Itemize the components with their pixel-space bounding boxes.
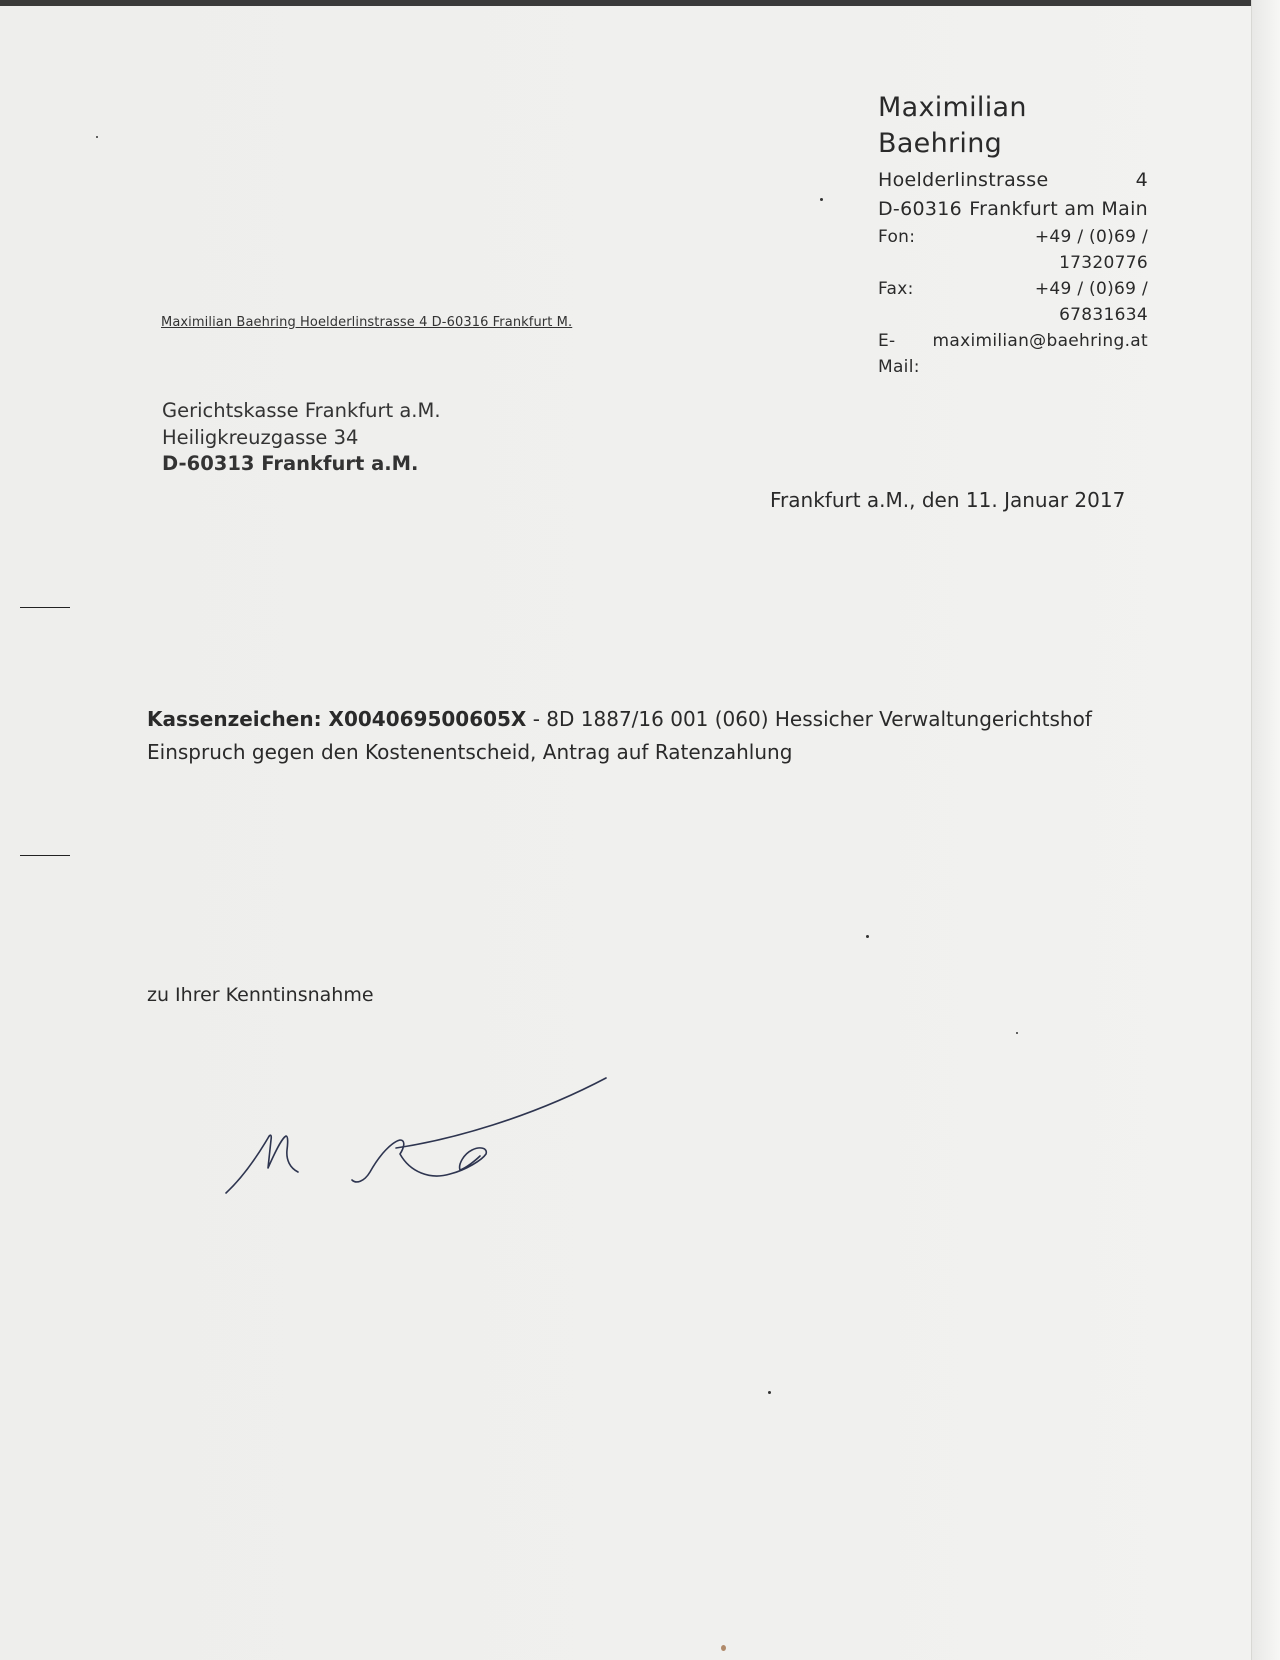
fold-mark-bottom <box>20 855 70 856</box>
scan-speck <box>96 136 98 138</box>
sender-postal-code: D-60316 <box>878 198 963 220</box>
subject-block <box>147 703 1092 769</box>
recipient-line-3: D-60313 Frankfurt a.M. <box>162 452 419 475</box>
fold-mark-top <box>20 607 70 608</box>
closing-note: zu Ihrer Kenntinsnahme <box>147 984 374 1006</box>
sender-fax: +49 / (0)69 / 67831634 <box>1034 279 1148 325</box>
sender-email-row <box>878 328 1148 380</box>
scan-top-edge <box>0 0 1280 6</box>
recipient-line-2: Heiligkreuzgasse 34 <box>162 425 359 449</box>
sender-city-row <box>878 195 1148 224</box>
subject-line-2: Einspruch gegen den Kostenentscheid, Antrag auf Ratenzahlung <box>147 740 793 764</box>
sender-fax-label: Fax: <box>878 279 914 299</box>
scan-speck <box>768 1391 771 1394</box>
subject-case: - 8D 1887/16 001 (060) Hessicher Verwaltungerichtshof <box>526 707 1092 731</box>
scan-speck <box>721 1645 726 1651</box>
scan-speck <box>866 935 869 938</box>
sender-house-number: 4 <box>1135 169 1148 191</box>
recipient-line-1: Gerichtskasse Frankfurt a.M. <box>162 399 441 422</box>
sender-fax-row <box>878 276 1148 328</box>
sender-name: Maximilian Baehring <box>878 92 1027 159</box>
scan-speck <box>820 198 823 201</box>
sender-phone-label: Fon: <box>878 227 916 247</box>
scan-speck <box>1016 1032 1018 1034</box>
subject-line-1 <box>147 703 1092 736</box>
sender-street: Hoelderlinstrasse <box>878 169 1049 191</box>
sender-phone: +49 / (0)69 / 17320776 <box>1034 227 1148 273</box>
return-address-line: Maximilian Baehring Hoelderlinstrasse 4 D-60316 Frankfurt M. <box>161 315 573 330</box>
sender-email-label: E-Mail: <box>878 331 920 377</box>
date-line: Frankfurt a.M., den 11. Januar 2017 <box>770 488 1126 512</box>
sender-street-row <box>878 166 1148 195</box>
sender-email: maximilian@baehring.at <box>932 331 1148 351</box>
handwritten-signature <box>210 1060 630 1210</box>
sender-phone-row <box>878 224 1148 276</box>
recipient-address <box>162 398 441 478</box>
scan-right-edge <box>1251 0 1280 1660</box>
subject-reference: Kassenzeichen: X004069500605X <box>147 707 527 731</box>
sender-city: Frankfurt am Main <box>969 198 1148 220</box>
sender-letterhead <box>878 90 1148 380</box>
